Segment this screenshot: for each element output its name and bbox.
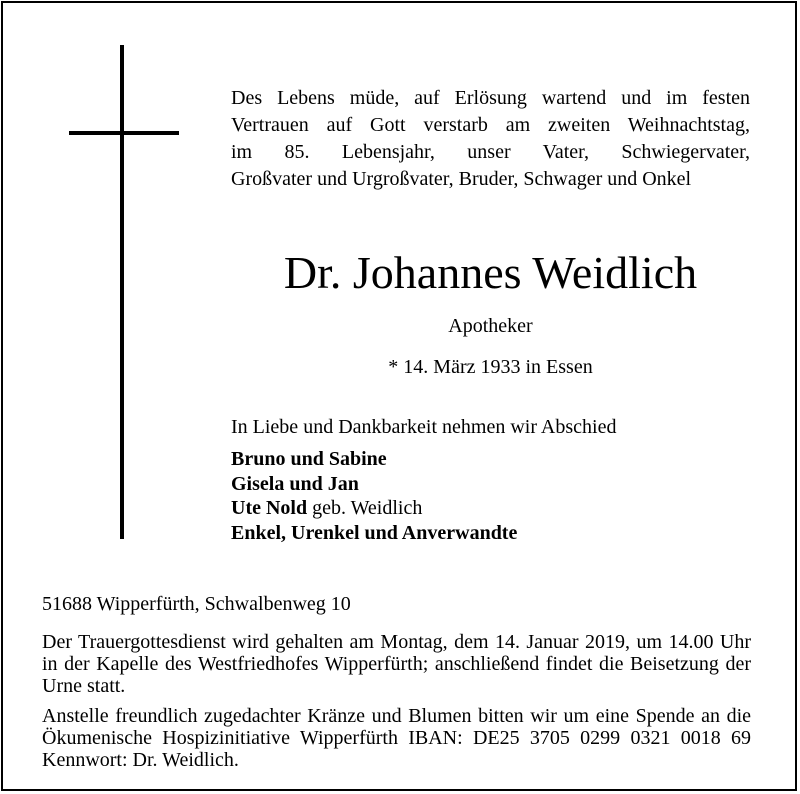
deceased-birth: * 14. März 1933 in Essen bbox=[388, 356, 593, 378]
mourner-item bbox=[231, 496, 517, 521]
intro-line: Des Lebens müde, auf Erlösung wartend und im festen bbox=[231, 87, 750, 109]
donation-line: Anstelle freundlich zugedachter Kränze und Blumen bitten wir um eine Spende an die bbox=[42, 705, 751, 727]
intro-line: Vertrauen auf Gott verstarb am zweiten Weihnachtstag, bbox=[231, 114, 750, 136]
farewell-text: In Liebe und Dankbarkeit nehmen wir Abschied bbox=[231, 416, 617, 438]
intro-text bbox=[231, 85, 750, 193]
donation-info bbox=[42, 705, 751, 771]
cross-icon-bar bbox=[69, 131, 179, 135]
donation-line: Ökumenische Hospizinitiative Wipperfürth IBAN: DE25 3705 0299 0321 0018 69 bbox=[42, 727, 751, 749]
intro-line: im 85. Lebensjahr, unser Vater, Schwiegervater, bbox=[231, 141, 750, 163]
service-line: Urne statt. bbox=[42, 675, 126, 697]
donation-line: Kennwort: Dr. Weidlich. bbox=[42, 749, 239, 771]
mourner-item bbox=[231, 447, 517, 472]
service-line: Der Trauergottesdienst wird gehalten am Montag, dem 14. Januar 2019, um 14.00 Uhr bbox=[42, 631, 751, 653]
mourner-name: Bruno und Sabine bbox=[231, 448, 387, 470]
cross-icon bbox=[120, 45, 124, 539]
service-info bbox=[42, 631, 751, 697]
mourner-name: Gisela und Jan bbox=[231, 472, 359, 495]
deceased-name: Dr. Johannes Weidlich bbox=[283, 247, 698, 298]
service-line: in der Kapelle des Westfriedhofes Wipperfürth; anschließend findet die Beisetzung der bbox=[42, 653, 751, 675]
intro-line: Großvater und Urgroßvater, Bruder, Schwager und Onkel bbox=[231, 168, 692, 190]
mourner-note: geb. Weidlich bbox=[307, 497, 423, 519]
mourner-name: Ute Nold bbox=[231, 497, 308, 519]
mourners-list bbox=[231, 447, 517, 545]
mourner-name: Enkel, Urenkel und Anverwandte bbox=[231, 521, 518, 544]
deceased-profession: Apotheker bbox=[448, 315, 533, 337]
mourner-item bbox=[231, 521, 517, 546]
mourner-item bbox=[231, 472, 517, 497]
family-address: 51688 Wipperfürth, Schwalbenweg 10 bbox=[42, 593, 351, 615]
